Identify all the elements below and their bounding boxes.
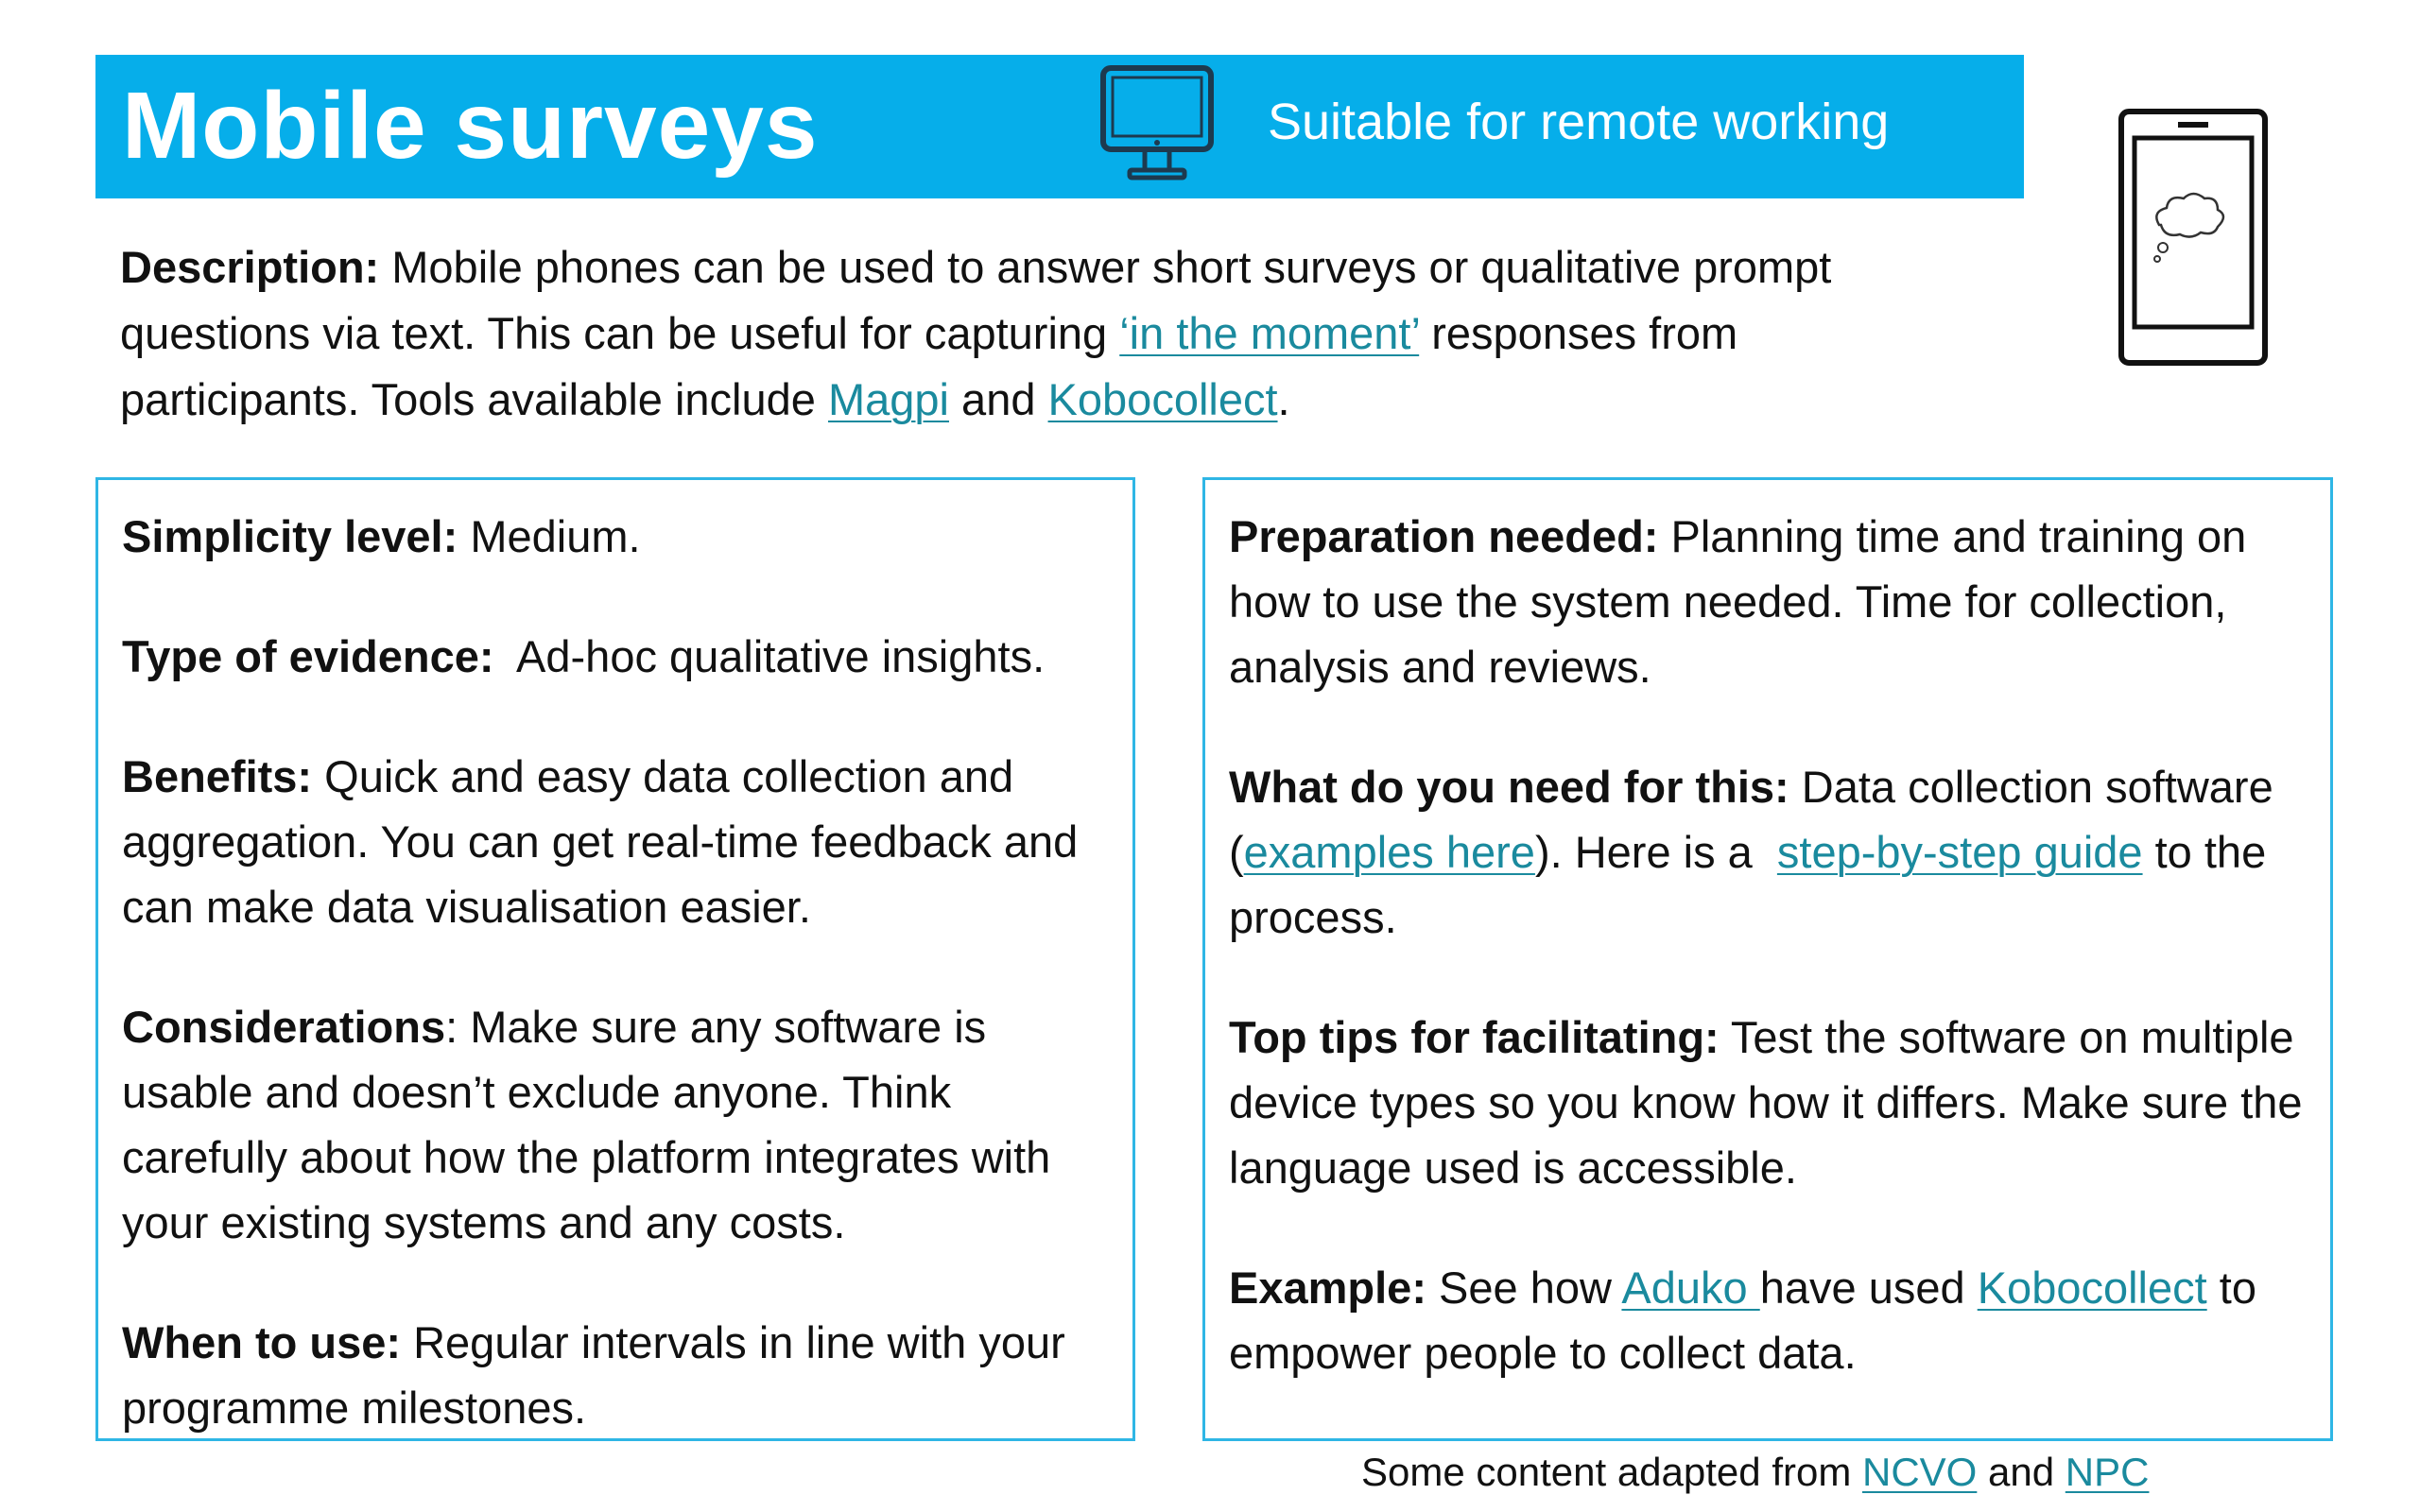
when-to-use-label: When to use: (122, 1317, 402, 1367)
considerations-paragraph (122, 994, 1110, 1255)
description-paragraph (120, 234, 1973, 433)
benefits-label: Benefits: (122, 751, 313, 801)
what-you-need-text: to the process. (1229, 827, 2267, 942)
simplicity-label: Simplicity level: (122, 511, 458, 561)
npc-link[interactable]: NPC (2065, 1450, 2150, 1494)
top-tips-text: Test the software on multiple device types so you know how it differs. Make sure the language used is accessible. (1229, 1012, 2303, 1193)
description-text: responses from participants. Tools available include (120, 308, 1738, 424)
example-label: Example: (1229, 1263, 1426, 1313)
example-text: to empower people to collect data. (1229, 1263, 2256, 1378)
example-text: See how (1426, 1263, 1622, 1313)
example-paragraph (1229, 1255, 2311, 1385)
description-text: . (1277, 374, 1290, 424)
magpi-link[interactable]: Magpi (827, 374, 949, 424)
ncvo-link[interactable]: NCVO (1861, 1450, 1978, 1494)
when-to-use-paragraph (122, 1310, 1110, 1440)
title-banner (95, 55, 2024, 198)
simplicity-paragraph (122, 504, 1110, 569)
what-you-need-text: ). Here is a (1534, 827, 1777, 877)
preparation-label: Preparation needed: (1229, 511, 1659, 561)
considerations-label: Considerations (122, 1002, 446, 1052)
remote-working-label: Suitable for remote working (1268, 94, 1890, 150)
footer-text: and (1977, 1450, 2066, 1494)
step-by-step-guide-link[interactable]: step-by-step guide (1776, 827, 2143, 877)
phone-with-thought-bubble-icon (2114, 104, 2273, 370)
top-tips-label: Top tips for facilitating: (1229, 1012, 1720, 1062)
preparation-text: Planning time and training on how to use the system needed. Time for collection, analysis and reviews. (1229, 511, 2247, 692)
aduko-link[interactable]: Aduko (1621, 1263, 1760, 1313)
page-title: Mobile surveys (122, 73, 819, 179)
kobocollect-example-link[interactable]: Kobocollect (1977, 1263, 2207, 1313)
top-tips-paragraph (1229, 1005, 2311, 1200)
simplicity-text: Medium. (458, 511, 641, 561)
description-text: Mobile phones can be used to answer short surveys or qualitative prompt questions via text. This can be useful for capturing (120, 242, 1832, 358)
what-you-need-text: Data collection software ( (1229, 762, 2273, 877)
when-to-use-text: Regular intervals in line with your programme milestones. (122, 1317, 1065, 1433)
preparation-paragraph (1229, 504, 2311, 699)
in-the-moment-link[interactable]: ‘in the moment’ (1119, 308, 1420, 358)
examples-here-link[interactable]: examples here (1243, 827, 1535, 877)
benefits-text: Quick and easy data collection and aggregation. You can get real-time feedback and can make data visualisation easier. (122, 751, 1079, 932)
description-text: and (949, 374, 1048, 424)
evidence-text: Ad-hoc qualitative insights. (493, 631, 1046, 681)
kobocollect-link[interactable]: Kobocollect (1047, 374, 1278, 424)
right-info-box (1202, 477, 2333, 1441)
what-you-need-paragraph (1229, 754, 2311, 950)
monitor-icon (1098, 62, 1217, 185)
evidence-label: Type of evidence: (122, 631, 494, 681)
what-you-need-label: What do you need for this: (1229, 762, 1789, 812)
evidence-paragraph (122, 624, 1110, 689)
footer-text: Some content adapted from (1361, 1450, 1862, 1494)
considerations-text: : Make sure any software is usable and doesn’t exclude anyone. Think carefully about how the platform integrates with your existing systems and any costs. (122, 1002, 1051, 1247)
footer-credit (1361, 1444, 2363, 1501)
benefits-paragraph (122, 744, 1110, 939)
description-label: Description: (120, 242, 380, 292)
left-info-box (95, 477, 1135, 1441)
example-text: have used (1759, 1263, 1978, 1313)
